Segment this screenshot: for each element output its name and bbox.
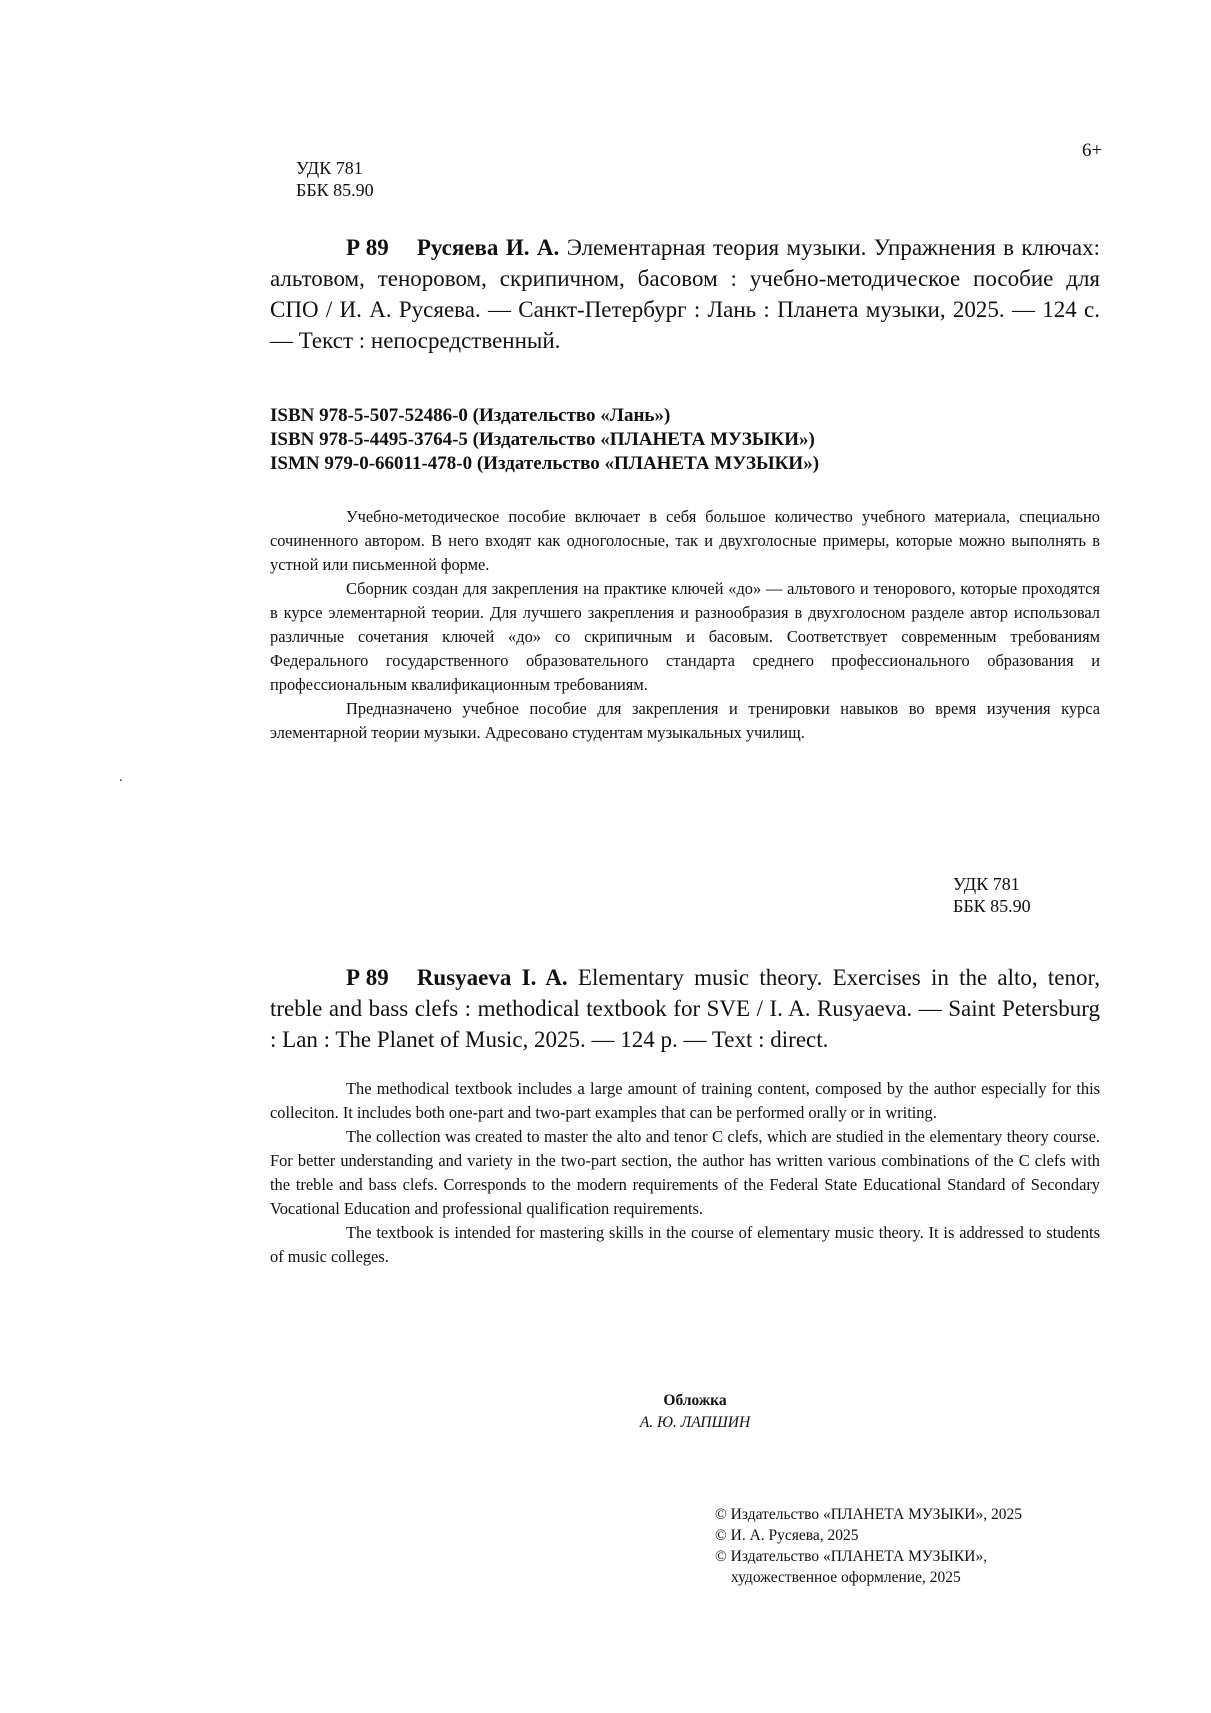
bibliographic-description: Элементарная теория музыки. Упражнения в ключах: альтовом, теноровом, скрипичном, басовом : учебно-методическое пособие для СПО / И. А. Русяева. — Санкт-Петербург : Лань : Планета музыки, 2025. — 124 с. — Текст : непосредственный. xyxy=(270,235,1100,353)
annotation-paragraph: Учебно-методическое пособие включает в себя большое количество учебного материала, специально сочиненного автором. В него входят как одноголосные, так и двухголосные примеры, которые можно выполнять в устной или письменной форме. xyxy=(270,507,1100,574)
annotation-english xyxy=(270,1077,1100,1269)
udk-code: УДК 781 xyxy=(296,158,363,178)
bbk-code: ББК 85.90 xyxy=(953,896,1031,916)
annotation-paragraph: The textbook is intended for mastering skills in the course of elementary music theory. It is addressed to students of music colleges. xyxy=(270,1223,1100,1266)
annotation-paragraph: The collection was created to master the alto and tenor C clefs, which are studied in the elementary theory course. For better understanding and variety in the two-part section, the author has written various combinations of the C clefs with the treble and bass clefs. Corresponds to the modern requirements of the Federal State Educational Standard of Secondary Vocational Education and professional qualification requirements. xyxy=(270,1127,1100,1218)
author-name: Русяева И. А. xyxy=(416,235,560,260)
author-mark: Р 89 xyxy=(346,235,389,260)
copyright-line: © И. А. Русяева, 2025 xyxy=(715,1527,859,1544)
cover-artist: А. Ю. ЛАПШИН xyxy=(639,1414,751,1431)
isbn-line: ISBN 978-5-507-52486-0 (Издательство «Лань») xyxy=(270,405,671,426)
age-rating: 6+ xyxy=(1082,140,1103,161)
annotation-paragraph: The methodical textbook includes a large amount of training content, composed by the author especially for this colleciton. It includes both one-part and two-part examples that can be performed orally or in writing. xyxy=(270,1079,1100,1122)
copyright-line: художественное оформление, 2025 xyxy=(731,1569,961,1586)
copyright-block xyxy=(715,1504,1022,1588)
copyright-line: © Издательство «ПЛАНЕТА МУЗЫКИ», xyxy=(715,1548,988,1565)
author-name: Rusyaeva I. A. xyxy=(416,965,568,990)
classification-index-top xyxy=(296,157,374,201)
author-mark: Р 89 xyxy=(346,965,389,990)
annotation-paragraph: Предназначено учебное пособие для закрепления и тренировки навыков во время изучения курса элементарной теории музыки. Адресовано студентам музыкальных училищ. xyxy=(270,699,1100,742)
udk-code: УДК 781 xyxy=(953,874,1020,894)
isbn-block xyxy=(270,404,819,476)
copyright-line: © Издательство «ПЛАНЕТА МУЗЫКИ», 2025 xyxy=(715,1506,1022,1523)
isbn-line: ISBN 978-5-4495-3764-5 (Издательство «ПЛАНЕТА МУЗЫКИ») xyxy=(270,429,815,450)
cover-label: Обложка xyxy=(663,1392,727,1409)
annotation-russian xyxy=(270,505,1100,745)
bbk-code: ББК 85.90 xyxy=(296,180,374,200)
bibliographic-entry-english xyxy=(270,962,1100,1055)
cover-credit xyxy=(600,1390,790,1434)
stray-mark: . xyxy=(119,770,123,785)
classification-index-middle xyxy=(953,873,1031,917)
annotation-paragraph: Сборник создан для закрепления на практике ключей «до» — альтового и тенорового, которые проходятся в курсе элементарной теории. Для лучшего закрепления и разнообразия в двухголосном разделе автор использовал различные сочетания ключей «до» со скрипичным и басовым. Соответствует современным требованиям Федерального государственного образовательного стандарта среднего профессионального образования и профессиональным квалификационным требованиям. xyxy=(270,579,1100,694)
bibliographic-entry-russian xyxy=(270,232,1100,356)
ismn-line: ISMN 979-0-66011-478-0 (Издательство «ПЛАНЕТА МУЗЫКИ») xyxy=(270,453,820,474)
bibliographic-description: Elementary music theory. Exercises in the alto, tenor, treble and bass clefs : methodical textbook for SVE / I. A. Rusyaeva. — Saint Petersburg : Lan : The Planet of Music, 2025. — 124 p. — Text : direct. xyxy=(270,965,1100,1052)
